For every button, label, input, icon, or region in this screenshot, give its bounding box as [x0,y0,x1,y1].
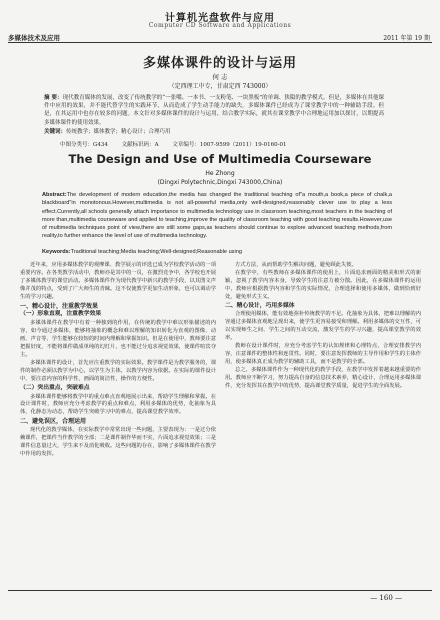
issue-number: 2011 年第 19 期 [383,35,430,42]
section-heading: 二、避免误区，合理运用 [20,418,87,426]
chinese-abstract-label: 摘 要： [44,95,63,101]
classification-line [60,140,380,148]
chinese-keywords-text: 传统教学；媒体教学；精心设计；合理巧用 [66,129,171,135]
chinese-author: 何 志 [212,73,228,81]
english-keywords-text: Traditional teaching;Media teaching;Well-designed;Reasonable using [70,249,242,255]
section-heading: 一、精心设计，注重教学效果 [20,302,99,310]
body-paragraph: 总之，多媒体课件作为一种现代化的教学手段，在教学中发挥着越来越重要的作用。教师应不断学习，努力提高自身的信息技术素养，精心设计，合理运用多媒体课件，充分发挥其在教学中的优势，提高课堂教学质量，促进学生的全面发展。 [225,366,421,389]
body-paragraph: 多媒体课件在教学中有着一种独到的作用，在传统的教学中难以形象描述的内容，如今通过多媒体，能够将抽象的概念和难以理解的知识转化为直观的图像、动画、声音等，学生能够在较短的时间内理解和掌握知识。但是在使用中，教师要注意把握好度，不能将课件做成单纯的幻灯片，也不能过分追求视觉效果，使课件喧宾夺主。 [20,320,216,358]
body-column-left [20,262,216,459]
english-keywords [42,248,392,256]
chinese-keywords [44,128,384,136]
body-paragraph: 教师在设计课件时，应充分考虑学生的认知规律和心理特点，合理安排教学内容，注意课件的整体性和连贯性。同时，要注意发挥教师的主导作用和学生的主体作用，使多媒体真正成为教学的辅助工具，而不是教学的全部。 [225,343,421,365]
article-number: 文章编号：1007-9599（2011）19-0160-01 [172,142,287,148]
body-paragraph: 近年来，应用多媒体教学的观摩课、教学展示的评选已成为学校教学活动的一项重要内容。在各类教学活动中，教师亦是其中的一员，在激烈竞争中，各学校也开展了多媒体教学的课堂活动。多媒体课件作为现代教学中新兴的教学手段，以其图文声像并茂的特点，受到了广大师生的青睐。这不仅使教学更加生动形象，也可以调动学生的学习兴趣。 [20,262,216,300]
english-abstract-label: Abstract: [42,192,67,198]
journal-subtitle: Computer CD Software and Applications [148,22,292,29]
body-paragraph: 现代化的教学媒体，在实际教学中常常出现一些问题，主要表现为：一是过分依赖课件，把课件当作教学的全部；二是课件制作华而不实，片面追求视觉效果；三是课件信息量过大，学生来不及消化吸收。这些问题的存在，影响了多媒体课件在教学中作用的发挥。 [20,427,216,457]
english-author: He Zhong [205,170,235,177]
journal-title: 计算机光盘软件与应用 [165,13,275,24]
header-rule [8,42,432,43]
chinese-keywords-label: 关键词： [44,129,67,135]
footer-rule [8,590,432,591]
section-name: 多媒体技术及应用 [8,34,60,42]
clc-code: 中图分类号：G434 [60,142,108,148]
english-abstract [42,191,392,241]
chinese-abstract-text: 现代教育媒体的发展，改变了传统教学的“一张嘴、一本书、一支粉笔、一块黑板”的单调、狭隘的教学模式。但是，多媒体在其他课件中应用的效果，并不能代替学生的实践环节，从而造成了学生动手能力的缺失。多媒体课件已经成为了课堂教学中的一种辅助手段。但是，在其运用中也存在较多的问题。本文针对多媒体课件的设计与运用，结合教学实际，就其在课堂教学中合理地运用加以探讨，以期提高多媒体课件的使用效果。 [44,95,384,126]
body-paragraph: 在教学中，有些教师在多媒体课件的使用上，片面追求画面的精美和形式的新颖，忽视了教学内容本身，导致学生的注意力被分散。因此，在多媒体课件的运用中，教师应根据教学内容和学生的实际情况，合理选择和使用多媒体，做到恰到好处，避免形式主义。 [225,269,421,300]
body-column-right [225,262,421,391]
english-affiliation: (Dingxi Polytechnic,Dingxi 743000,China) [157,179,283,186]
page-number: — 160 — [370,594,402,602]
chinese-title: 多媒体课件的设计与运用 [142,56,297,71]
english-abstract-text: The development of modern education,the media has changed the traditional teaching of"a mouth,a book,a piece of chalk,a blackboard"in monotonous.However,multimedia is not all-powerful media,only well-designed,reasonably clever use to play a less effect.Currently,all schools generally attach importance to multimedia technology use in classroom teaching,most teachers in the teaching of more than,multimedia courseware and applied to teaching,improve the quality of classroom teaching with good teaching results.However,use of multimedia techniques point of view,there are still some gaps,as teachers should continue to explore advanced teaching methods,from reality,to further enhance the level of use of multimedia technology. [42,192,392,240]
english-keywords-label: Keywords: [42,249,71,255]
section-heading: （一）形象直观，注重教学效果 [20,311,102,318]
body-paragraph: 多媒体课件能够将教学中的重点难点直观地展示出来，帮助学生理解和掌握。在设计课件时，教师应充分考虑教学的重点和难点，利用多媒体的优势，化抽象为具体，化静态为动态，帮助学生突破学习中的难点，提高课堂教学效率。 [20,393,216,416]
chinese-affiliation: （定西理工中专，甘肃定西 743000） [168,83,272,90]
body-paragraph: 方式方法，从而帮助学生解决问题，避免顾此失彼。 [235,262,357,268]
english-title: The Design and Use of Multimedia Courseware [68,152,372,166]
section-heading: （二）突出重点，突破难点 [20,384,90,391]
chinese-abstract [44,94,384,127]
body-paragraph: 合理使用媒体，能有效地弥补传统教学的不足。化抽象为具体，把难以理解的内容通过多媒体直观地呈现出来，使学生更容易接受和理解。利用多媒体的交互性，可以实现师生之间、学生之间的互动交流，激发学生的学习兴趣，提高课堂教学的效率。 [225,311,421,342]
document-code: 文献标识码：A [121,142,159,148]
section-heading: 二、精心设计，巧用多媒体 [225,302,295,309]
body-paragraph: 多媒体课件的设计，首先应注重教学的实际效果。教学课件是为教学服务的，课件的制作必须以教学为中心，以学生为主体，以教学内容为依据。在实际的课件设计中，要注意内容的科学性，画面的简洁性，操作的方便性。 [20,359,216,382]
